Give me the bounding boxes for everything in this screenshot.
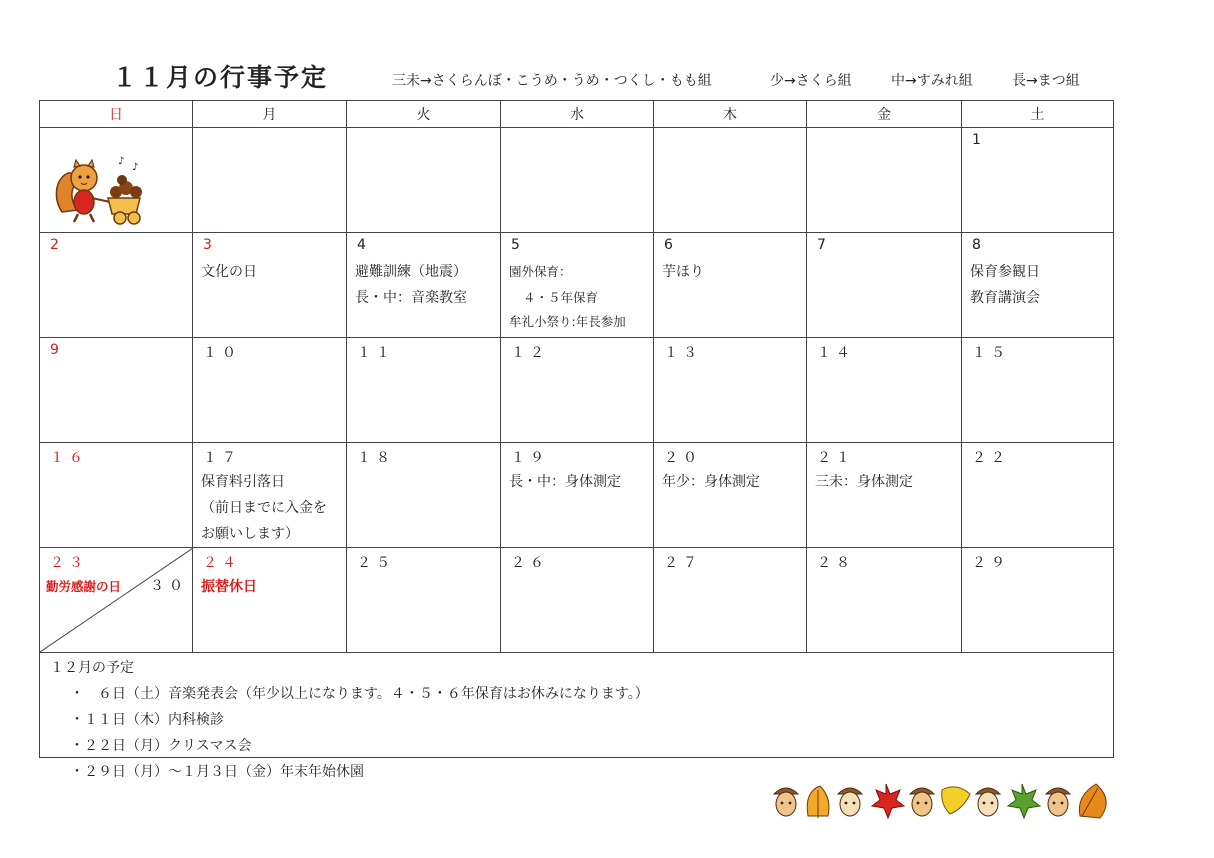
weekday-thu: 木 <box>654 101 807 128</box>
event-text: 保育料引落日 <box>201 474 285 490</box>
week-row-2 <box>40 233 1114 338</box>
day-cell-empty <box>807 128 962 233</box>
weekday-mon: 月 <box>193 101 347 128</box>
day-cell <box>501 443 654 548</box>
event-text: 長・中：音楽教室 <box>355 290 467 306</box>
day-number: ２６ <box>511 555 549 571</box>
day-cell <box>501 338 654 443</box>
day-number: １０ <box>203 345 241 361</box>
day-number: 4 <box>357 237 371 253</box>
day-number: １５ <box>972 345 1010 361</box>
december-item: ・１１日（木）内科検診 <box>70 712 224 728</box>
day-number: 9 <box>50 342 64 358</box>
event-text: 文化の日 <box>201 264 257 280</box>
svg-text:♪: ♪ <box>118 156 125 167</box>
day-cell <box>40 443 193 548</box>
day-cell <box>501 548 654 653</box>
day-cell <box>962 548 1114 653</box>
day-cell <box>962 233 1114 338</box>
weekday-wed: 水 <box>501 101 654 128</box>
day-cell <box>807 548 962 653</box>
day-number: ２８ <box>817 555 855 571</box>
day-cell <box>347 548 501 653</box>
day-cell-empty <box>654 128 807 233</box>
day-cell-empty <box>193 128 347 233</box>
acorn-icon <box>976 788 1000 816</box>
day-number: １２ <box>511 345 549 361</box>
day-cell <box>193 338 347 443</box>
holiday-label: 勤労感謝の日 <box>46 579 122 594</box>
acorn-icon <box>910 788 934 816</box>
day-cell <box>347 233 501 338</box>
day-number: 2 <box>50 237 64 253</box>
day-number: １６ <box>50 450 88 466</box>
ginkgo-leaf-icon <box>807 786 829 818</box>
weekday-sun: 日 <box>40 101 193 128</box>
event-text: 芋ほり <box>662 264 704 280</box>
event-text: 避難訓練（地震） <box>355 264 467 280</box>
december-row <box>40 653 1114 758</box>
day-cell <box>40 233 193 338</box>
day-number: 5 <box>511 237 525 253</box>
day-cell <box>962 443 1114 548</box>
day-number: ２１ <box>817 450 855 466</box>
event-text: 園外保育： <box>509 264 572 279</box>
day-cell <box>807 443 962 548</box>
week-row-3 <box>40 338 1114 443</box>
day-number: １４ <box>817 345 855 361</box>
event-text: （前日までに入金を <box>201 500 327 516</box>
day-number: １７ <box>203 450 241 466</box>
day-number: １１ <box>357 345 395 361</box>
day-number: １３ <box>664 345 702 361</box>
holiday-label: 振替休日 <box>201 579 257 595</box>
acorn-icon <box>838 788 862 816</box>
day-number: 7 <box>817 237 831 253</box>
maple-leaf-icon <box>872 784 904 818</box>
day-cell-empty <box>40 128 193 233</box>
day-number: １９ <box>511 450 549 466</box>
event-text: 年少：身体測定 <box>662 474 760 490</box>
event-text: 長・中：身体測定 <box>509 474 621 490</box>
day-number: 1 <box>972 132 986 148</box>
week-row-4 <box>40 443 1114 548</box>
day-number: ２４ <box>203 555 241 571</box>
day-number: ２７ <box>664 555 702 571</box>
event-text: 牟礼小祭り:年長参加 <box>509 314 626 329</box>
day-cell <box>40 338 193 443</box>
page-title: １１月の行事予定 <box>112 63 329 92</box>
day-number: ２２ <box>972 450 1010 466</box>
day-number: ２９ <box>972 555 1010 571</box>
event-text: 保育参観日 <box>970 264 1040 280</box>
weekday-header-row <box>40 101 1114 128</box>
day-cell <box>193 233 347 338</box>
event-text: 教育講演会 <box>970 290 1040 306</box>
day-cell-empty <box>347 128 501 233</box>
acorn-icon <box>1046 788 1070 816</box>
day-cell <box>654 548 807 653</box>
weekday-sat: 土 <box>962 101 1114 128</box>
day-number: 3 <box>203 237 217 253</box>
day-number: 6 <box>664 237 678 253</box>
event-text: お願いします） <box>201 526 299 542</box>
december-schedule <box>40 653 1114 780</box>
day-number: ２３ <box>50 555 88 571</box>
acorn-icon <box>774 788 798 816</box>
legend-sho: 少→さくら組 <box>770 73 852 89</box>
day-cell <box>193 443 347 548</box>
ginkgo-leaf-icon <box>942 787 970 814</box>
day-number: ２５ <box>357 555 395 571</box>
day-cell <box>962 338 1114 443</box>
week-row-5 <box>40 548 1114 653</box>
day-cell <box>193 548 347 653</box>
day-cell <box>654 443 807 548</box>
legend-chu: 中→すみれ組 <box>891 73 973 89</box>
maple-leaf-icon <box>1008 784 1040 818</box>
leaf-icon <box>1079 784 1106 818</box>
calendar-table <box>39 100 1114 780</box>
day-cell <box>654 233 807 338</box>
day-cell <box>347 338 501 443</box>
day-cell-split <box>40 548 193 653</box>
squirrel-with-chestnut-cart-icon <box>52 152 148 228</box>
svg-text:♪: ♪ <box>132 162 139 173</box>
legend-cho: 長→まつ組 <box>1012 73 1080 89</box>
event-text: 三未：身体測定 <box>815 474 913 490</box>
december-item: ・２２日（月）クリスマス会 <box>70 738 252 754</box>
day-cell <box>347 443 501 548</box>
day-number-30: ３０ <box>150 578 188 594</box>
day-cell-empty <box>501 128 654 233</box>
day-number: ２０ <box>664 450 702 466</box>
weekday-tue: 火 <box>347 101 501 128</box>
day-cell <box>807 338 962 443</box>
event-text: ４・５年保育 <box>523 290 599 305</box>
weekday-fri: 金 <box>807 101 962 128</box>
december-title: １２月の予定 <box>50 660 134 676</box>
day-cell <box>654 338 807 443</box>
day-number: 8 <box>972 237 986 253</box>
december-item: ・２９日（月）～１月３日（金）年末年始休園 <box>70 764 364 780</box>
legend-sanmi: 三未→さくらんぼ・こうめ・うめ・つくし・もも組 <box>392 73 712 89</box>
day-cell <box>807 233 962 338</box>
autumn-footer-decoration <box>770 778 1120 822</box>
day-number: １８ <box>357 450 395 466</box>
week-row-1 <box>40 128 1114 233</box>
day-cell <box>501 233 654 338</box>
december-item: ・ ６日（土）音楽発表会（年少以上になります。４・５・６年保育はお休みになります。） <box>70 686 649 702</box>
day-cell <box>962 128 1114 233</box>
